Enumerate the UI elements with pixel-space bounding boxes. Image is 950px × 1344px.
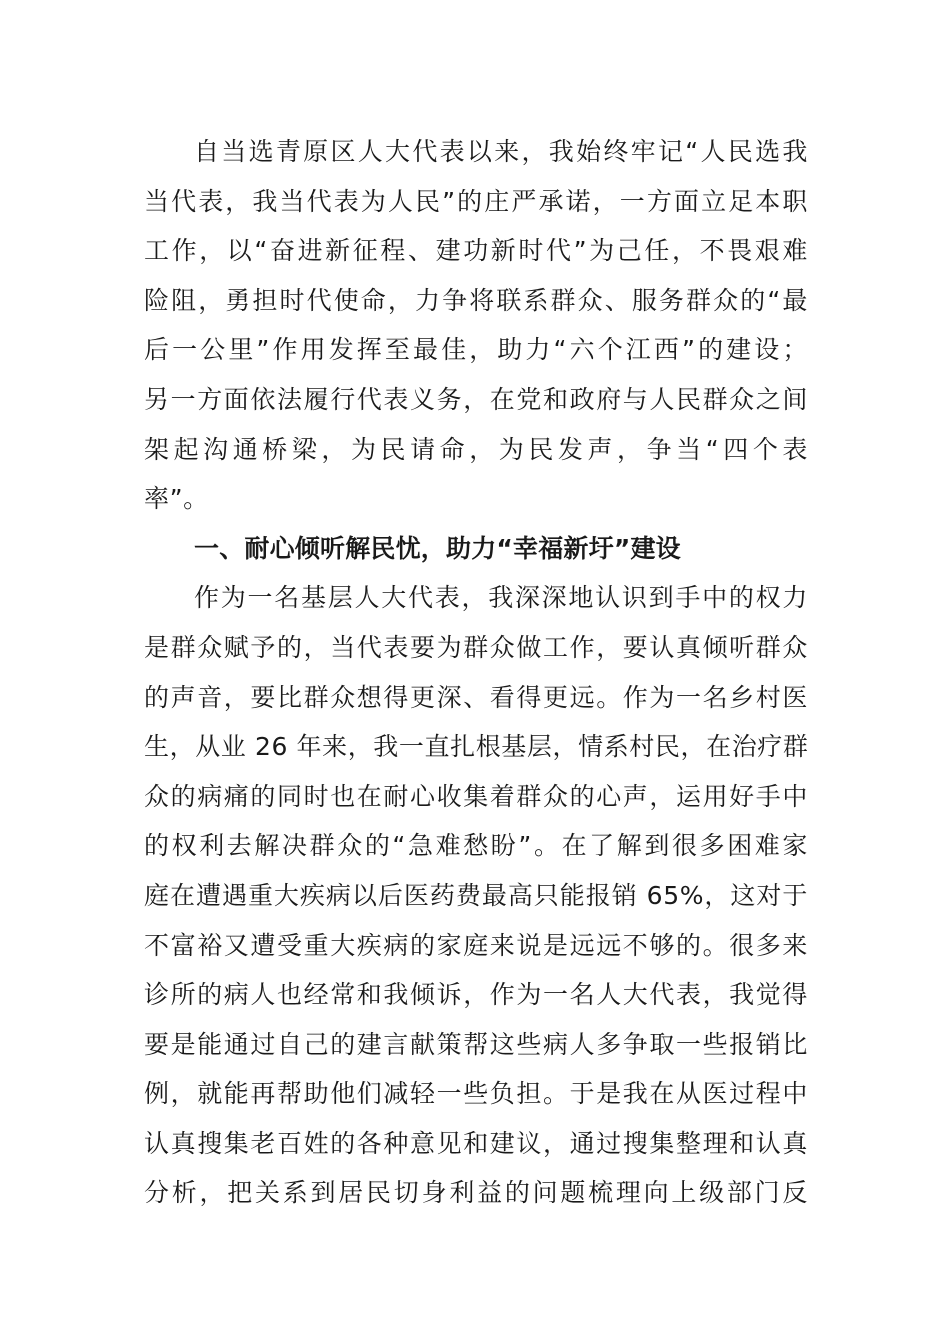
text-line: 的权利去解决群众的“急难愁盼”。在了解到很多困难家: [144, 831, 808, 861]
text-line: 自当选青原区人大代表以来，我始终牢记“人民选我: [194, 137, 808, 166]
paragraph-section-1: [144, 573, 808, 1218]
text-line: 另一方面依法履行代表义务，在党和政府与人民群众之间: [144, 384, 808, 414]
text-line: 不富裕又遭受重大疾病的家庭来说是远远不够的。很多来: [144, 930, 808, 960]
text-line: 作为一名基层人大代表，我深深地认识到手中的权力: [194, 583, 808, 613]
text-line: 工作，以“奋进新征程、建功新时代”为己任，不畏艰难: [144, 236, 808, 266]
section-heading: 一、耐心倾听解民忧，助力“幸福新圩”建设: [194, 533, 681, 563]
text-line: 庭在遭遇重大疾病以后医药费最高只能报销 65%，这对于: [144, 880, 808, 910]
text-line: 后一公里”作用发挥至最佳，助力“六个江西”的建设；: [144, 335, 808, 365]
text-line: 是群众赋予的，当代表要为群众做工作，要认真倾听群众: [144, 632, 808, 662]
text-line: 率”。: [144, 484, 209, 514]
text-line: 险阻，勇担时代使命，力争将联系群众、服务群众的“最: [144, 285, 808, 315]
text-line: 诊所的病人也经常和我倾诉，作为一名人大代表，我觉得: [144, 980, 808, 1010]
document-body: [144, 127, 808, 1218]
text-line: 认真搜集老百姓的各种意见和建议，通过搜集整理和认真: [144, 1128, 808, 1158]
text-line: 众的病痛的同时也在耐心收集着群众的心声，运用好手中: [144, 781, 808, 811]
text-line: 架起沟通桥梁，为民请命，为民发声，争当“四个表: [144, 434, 808, 464]
text-line: 的声音，要比群众想得更深、看得更远。作为一名乡村医: [144, 682, 808, 712]
text-line: 例，就能再帮助他们减轻一些负担。于是我在从医过程中: [144, 1079, 808, 1109]
text-line: 当代表，我当代表为人民”的庄严承诺，一方面立足本职: [144, 186, 808, 216]
text-line: 要是能通过自己的建言献策帮这些病人多争取一些报销比: [144, 1029, 808, 1059]
paragraph-intro: [144, 127, 808, 524]
text-line: 分析，把关系到居民切身利益的问题梳理向上级部门反: [144, 1178, 808, 1208]
text-line: 生，从业 26 年来，我一直扎根基层，情系村民，在治疗群: [144, 732, 809, 762]
